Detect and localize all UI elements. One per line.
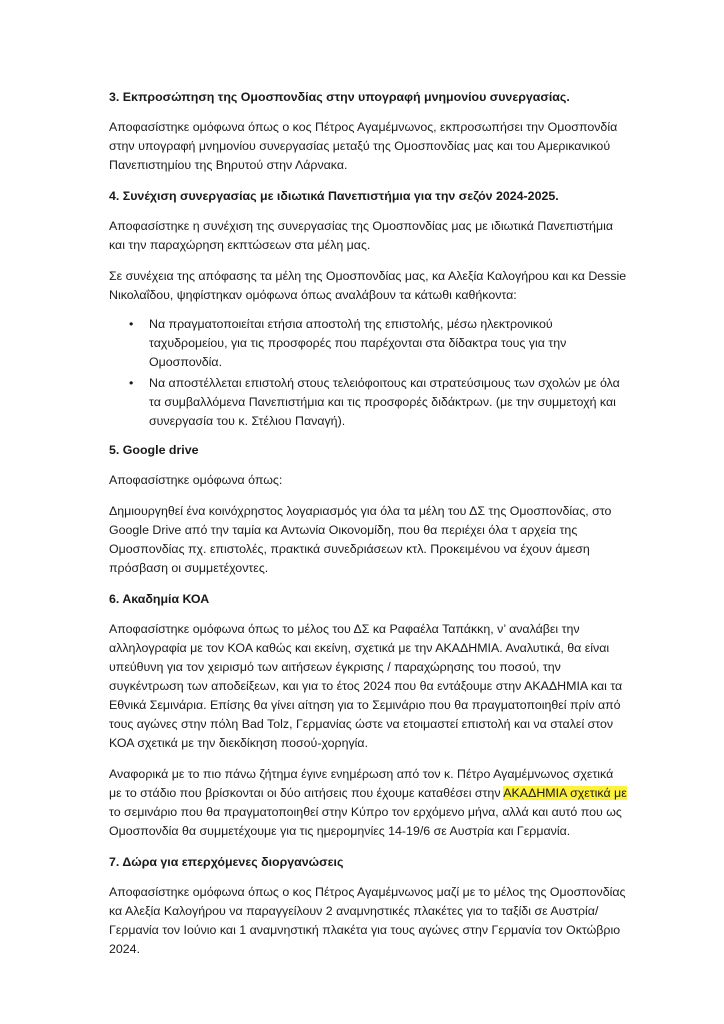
section-heading: 6. Ακαδημία ΚΟΑ <box>109 592 210 606</box>
section-6 <box>109 590 629 841</box>
bullet-icon: • <box>129 317 134 331</box>
section-paragraph: Αποφασίστηκε η συνέχιση της συνεργασίας της Ομοσπονδίας μας με ιδιωτικά Πανεπιστήμια και την παραχώρηση εκπτώσεων στα μέλη μας. <box>109 219 614 252</box>
section-heading: 7. Δώρα για επερχόμενες διοργανώσεις <box>109 855 344 869</box>
section-paragraph: Αποφασίστηκε ομόφωνα όπως: <box>109 473 283 487</box>
section-paragraph-highlighted <box>109 765 629 841</box>
bullet-list <box>109 315 629 431</box>
paragraph-text: Αναφορικά με το πιο πάνω ζήτημα έγινε ενημέρωση από τον κ. Πέτρο Αγαμέμνωνος σχετικά με το στάδιο που βρίσκονται οι δύο αιτήσεις που έχουμε καταθέσει στην <box>109 767 614 800</box>
section-7 <box>109 853 629 959</box>
document-page <box>109 88 629 971</box>
section-paragraph: Αποφασίστηκε ομόφωνα όπως το μέλος του ΔΣ κα Ραφαέλα Ταπάκκη, ν’ αναλάβει την αλληλογραφία με τον ΚΟΑ καθώς και εκείνη, σχετικά με την ΑΚΑΔΗΜΙΑ. Αναλυτικά, θα είναι υπεύθυνη για τον χειρισμό των αιτήσεων έγκρισης / παραχώρησης του ποσού, την συγκέντρωση των αποδείξεων, και για το έτος 2024 που θα εντάξουμε στην ΑΚΑΔΗΜΙΑ και τα Εθνικά Σεμινάρια. Επίσης θα γίνει αίτηση για το Σεμινάριο που θα πραγματοποιηθεί πρίν από τους αγώνες στην πόλη Bad Tolz, Γερμανίας ώστε να ετοιμαστεί επιστολή και να σταλεί στον ΚΟΑ σχετικά με την διεκδίκηση ποσού-χορηγία. <box>109 622 623 750</box>
section-heading: 3. Εκπροσώπηση της Ομοσπονδίας στην υπογραφή μνημονίου συνεργασίας. <box>109 90 570 104</box>
paragraph-text: το σεμινάριο που θα πραγματοποιηθεί στην Κύπρο τον ερχόμενο μήνα, αλλά και αυτό που ως Ομοσπονδία θα συμμετέχουμε για τις ημερομηνίες 14-19/6 σε Αυστρία και Γερμανία. <box>109 805 622 838</box>
bullet-icon: • <box>129 376 134 390</box>
list-item-text: Να αποστέλλεται επιστολή στους τελειόφοιτους και στρατεύσιμους των σχολών με όλα τα συμβαλλόμενα Πανεπιστήμια και τις προσφορές διδάκτρων. (με την συμμετοχή και συνεργασία του κ. Στέλιου Παναγή). <box>149 376 620 428</box>
highlighted-text: ΑΚΑΔΗΜΙΑ σχετικά με <box>503 786 627 800</box>
section-heading: 4. Συνέχιση συνεργασίας με ιδιωτικά Πανεπιστήμια για την σεζόν 2024-2025. <box>109 189 559 203</box>
list-item <box>129 374 629 431</box>
section-5 <box>109 441 629 578</box>
section-paragraph: Αποφασίστηκε ομόφωνα όπως ο κος Πέτρος Αγαμέμνωνος μαζί με το μέλος της Ομοσπονδίας κα Αλεξία Καλογήρου να παραγγείλουν 2 αναμνηστικές πλακέτες για το ταξίδι σε Αυστρία/Γερμανία τον Ιούνιο και 1 αναμνηστική πλακέτα για τους αγώνες στην Γερμανία τον Οκτώβριο 2024. <box>109 885 626 956</box>
section-heading: 5. Google drive <box>109 443 199 457</box>
list-item-text: Να πραγματοποιείται ετήσια αποστολή της επιστολής, μέσω ηλεκτρονικού ταχυδρομείου, για τις προσφορές που παρέχονται στα δίδακτρα τους για την Ομοσπονδία. <box>149 317 567 369</box>
section-paragraph: Σε συνέχεια της απόφασης τα μέλη της Ομοσπονδίας μας, κα Αλεξία Καλογήρου και κα Dessie Νικολαΐδου, ψηφίστηκαν ομόφωνα όπως αναλάβουν τα κάτωθι καθήκοντα: <box>109 269 627 302</box>
list-item <box>129 315 629 372</box>
section-3 <box>109 88 629 175</box>
section-4 <box>109 187 629 431</box>
section-paragraph: Αποφασίστηκε ομόφωνα όπως ο κος Πέτρος Αγαμέμνωνος, εκπροσωπήσει την Ομοσπονδία στην υπογραφή μνημονίου συνεργασίας μεταξύ της Ομοσπονδίας μας και του Αμερικανικού Πανεπιστημίου της Βηρυτού στην Λάρνακα. <box>109 120 618 172</box>
section-paragraph: Δημιουργηθεί ένα κοινόχρηστος λογαριασμός για όλα τα μέλη του ΔΣ της Ομοσπονδίας, στο Google Drive από την ταμία κα Αντωνία Οικονομίδη, που θα περιέχει όλα τ αρχεία της Ομοσπονδίας πχ. επιστολές, πρακτικά συνεδριάσεων κτλ. Προκειμένου να έχουν άμεση πρόσβαση οι συμμετέχοντες. <box>109 504 612 575</box>
